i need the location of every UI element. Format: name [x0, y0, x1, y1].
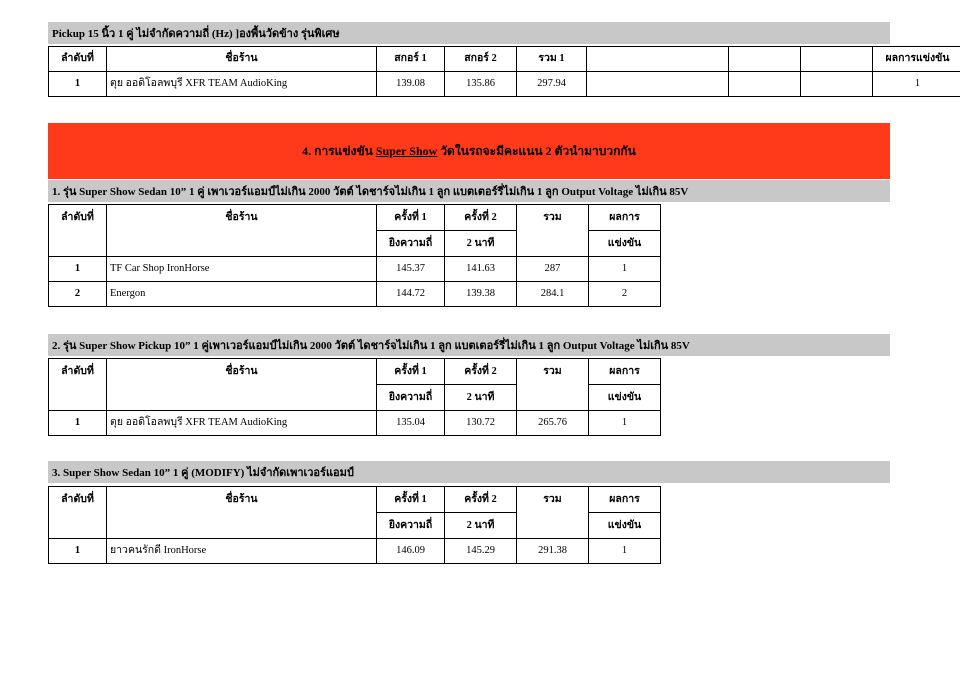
cell-score1: 139.08 — [377, 72, 445, 97]
col-shop: ชื่อร้าน — [107, 47, 377, 72]
col-score2: สกอร์ 2 — [445, 47, 517, 72]
cell-round2: 139.38 — [445, 282, 517, 307]
section4-title-underlined: Super Show — [375, 143, 438, 158]
class3-table — [48, 486, 661, 564]
col-result: ผลการแข่งขัน — [873, 47, 960, 72]
cell-order: 1 — [49, 257, 107, 282]
table-row — [49, 72, 960, 97]
cell-shop: ตุย ออดิโอลพบุรี XFR TEAM AudioKing — [107, 72, 377, 97]
table-header-row — [49, 359, 661, 385]
cell-total: 297.94 — [517, 72, 587, 97]
col-shop: ชื่อร้าน — [107, 487, 377, 539]
cell-total: 265.76 — [517, 411, 589, 436]
class2-table — [48, 358, 661, 436]
col-blank — [729, 47, 801, 72]
col-round1: ครั้งที่ 1 — [377, 487, 445, 513]
col-result-sub: แข่งขัน — [589, 385, 661, 411]
col-score1: สกอร์ 1 — [377, 47, 445, 72]
col-result: ผลการ — [589, 205, 661, 231]
table-row — [49, 257, 661, 282]
cell-round2: 145.29 — [445, 539, 517, 564]
col-blank — [801, 47, 873, 72]
cell-round1: 135.04 — [377, 411, 445, 436]
col-round2: ครั้งที่ 2 — [445, 359, 517, 385]
col-result: ผลการ — [589, 487, 661, 513]
cell-blank — [587, 72, 729, 97]
col-round1-sub: ยิงความถี่ — [377, 231, 445, 257]
class1-heading: 1. รุ่น Super Show Sedan 10” 1 คู่ เพาเวอร์แอมป์ไม่เกิน 2000 วัตต์ ไดชาร์จไม่เกิน 1 ลูก แบตเตอร์รี่ไม่เกิน 1 ลูก Output Voltage ไม่เกิน 85V — [48, 180, 890, 202]
class1-table — [48, 204, 661, 307]
cell-result: 2 — [589, 282, 661, 307]
table-row — [49, 282, 661, 307]
cell-score2: 135.86 — [445, 72, 517, 97]
cell-blank — [801, 72, 873, 97]
col-order: ลำดับที่ — [49, 359, 107, 411]
cell-order: 1 — [49, 539, 107, 564]
cell-round2: 130.72 — [445, 411, 517, 436]
cell-round1: 146.09 — [377, 539, 445, 564]
col-round1: ครั้งที่ 1 — [377, 359, 445, 385]
col-result-sub: แข่งขัน — [589, 231, 661, 257]
cell-shop: ตุย ออดิโอลพบุรี XFR TEAM AudioKing — [107, 411, 377, 436]
cell-round1: 145.37 — [377, 257, 445, 282]
cell-total: 284.1 — [517, 282, 589, 307]
col-round2-sub: 2 นาที — [445, 385, 517, 411]
table-header-row — [49, 47, 960, 72]
col-shop: ชื่อร้าน — [107, 205, 377, 257]
cell-order: 1 — [49, 72, 107, 97]
col-round2-sub: 2 นาที — [445, 231, 517, 257]
cell-round2: 141.63 — [445, 257, 517, 282]
table-row — [49, 411, 661, 436]
col-round1: ครั้งที่ 1 — [377, 205, 445, 231]
col-order: ลำดับที่ — [49, 205, 107, 257]
col-order: ลำดับที่ — [49, 487, 107, 539]
col-total: รวม — [517, 487, 589, 539]
section4-banner — [48, 123, 890, 179]
col-total: รวม — [517, 359, 589, 411]
cell-shop: Energon — [107, 282, 377, 307]
col-round2-sub: 2 นาที — [445, 513, 517, 539]
cell-result: 1 — [589, 411, 661, 436]
col-round1-sub: ยิงความถี่ — [377, 385, 445, 411]
col-result-sub: แข่งขัน — [589, 513, 661, 539]
cell-shop: ยาวคนรักดี IronHorse — [107, 539, 377, 564]
col-round2: ครั้งที่ 2 — [445, 205, 517, 231]
section4-title-before: 4. การแข่งขัน — [302, 143, 373, 158]
table-header-row — [49, 205, 661, 231]
cell-result: 1 — [589, 539, 661, 564]
pickup15-heading: Pickup 15 นิ้ว 1 คู่ ไม่จำกัดความถี่ (Hz) ]องพื้นวัดข้าง รุ่นพิเศษ — [48, 22, 890, 44]
col-round2: ครั้งที่ 2 — [445, 487, 517, 513]
col-total: รวม — [517, 205, 589, 257]
cell-blank — [729, 72, 801, 97]
col-result: ผลการ — [589, 359, 661, 385]
pickup15-table — [48, 46, 960, 97]
cell-round1: 144.72 — [377, 282, 445, 307]
cell-order: 2 — [49, 282, 107, 307]
col-round1-sub: ยิงความถี่ — [377, 513, 445, 539]
cell-order: 1 — [49, 411, 107, 436]
section4-title-after: วัดในรถจะมีคะแนน 2 ตัวนำมาบวกกัน — [440, 143, 636, 158]
class2-heading: 2. รุ่น Super Show Pickup 10” 1 คู่เพาเวอร์แอมป์ไม่เกิน 2000 วัตต์ ไดชาร์จไม่เกิน 1 ลูก แบตเตอร์รี่ไม่เกิน 1 ลูก Output Voltage ไม่เกิน 85V — [48, 334, 890, 356]
col-blank — [587, 47, 729, 72]
cell-total: 291.38 — [517, 539, 589, 564]
cell-shop: TF Car Shop IronHorse — [107, 257, 377, 282]
class3-heading: 3. Super Show Sedan 10” 1 คู่ (MODIFY) ไม่จำกัดเพาเวอร์แอมป์ — [48, 461, 890, 483]
cell-result: 1 — [873, 72, 960, 97]
col-shop: ชื่อร้าน — [107, 359, 377, 411]
table-row — [49, 539, 661, 564]
table-header-row — [49, 487, 661, 513]
cell-result: 1 — [589, 257, 661, 282]
col-order: ลำดับที่ — [49, 47, 107, 72]
col-total: รวม 1 — [517, 47, 587, 72]
cell-total: 287 — [517, 257, 589, 282]
